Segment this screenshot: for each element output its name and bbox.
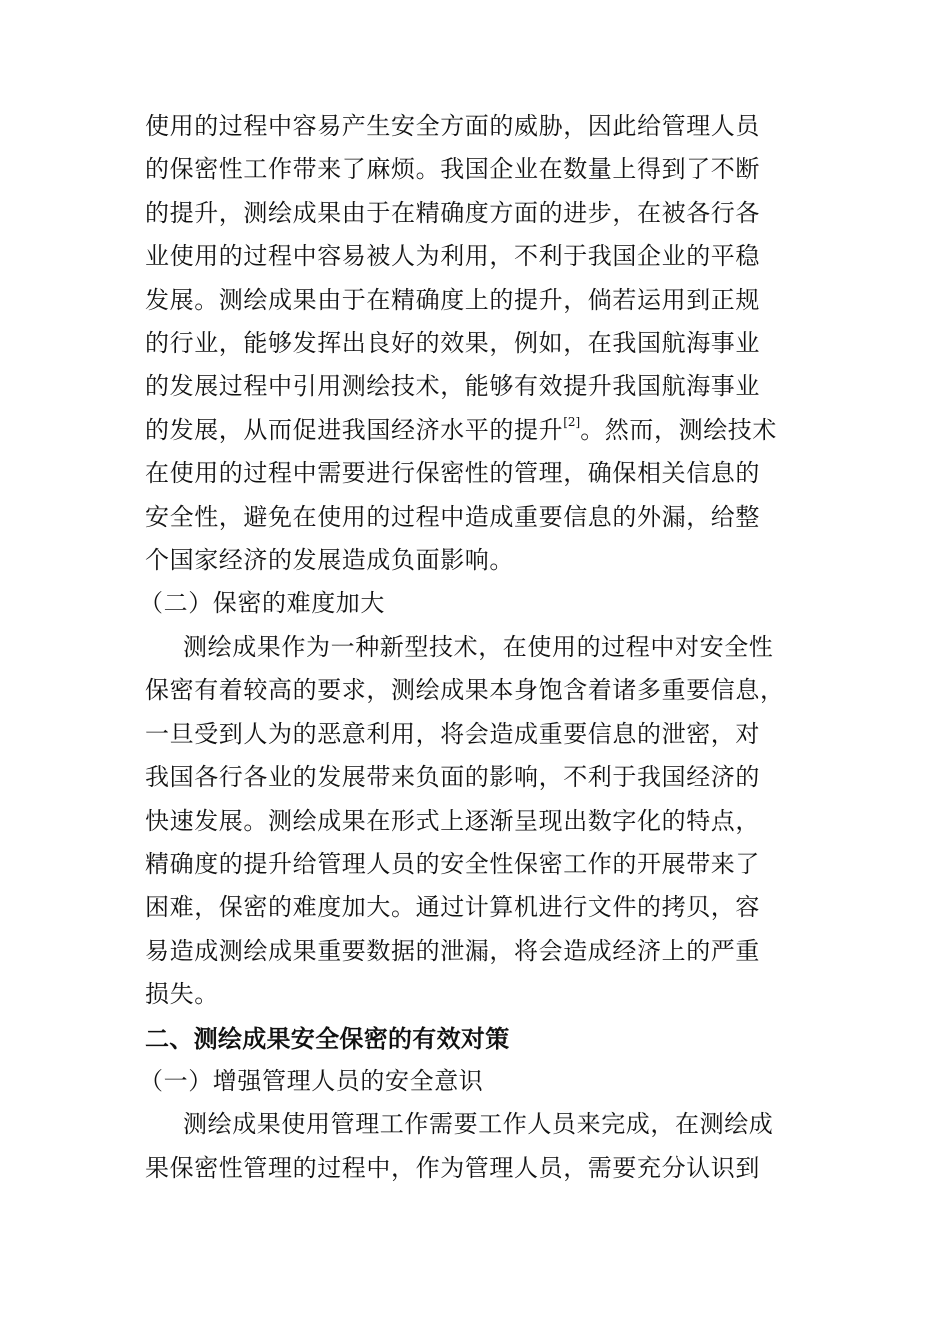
- text-line: 业使用的过程中容易被人为利用，不利于我国企业的平稳: [145, 242, 760, 271]
- text-line: 一旦受到人为的恶意利用，将会造成重要信息的泄密，对: [145, 719, 760, 748]
- citation-reference: [2]: [563, 414, 581, 429]
- text-line: 快速发展。测绘成果在形式上逐渐呈现出数字化的特点，: [145, 806, 760, 835]
- text-line: 果保密性管理的过程中，作为管理人员，需要充分认识到: [145, 1153, 760, 1182]
- text-line: 测绘成果使用管理工作需要工作人员来完成，在测绘成: [183, 1110, 774, 1139]
- text-line: 安全性，避免在使用的过程中造成重要信息的外漏，给整: [145, 502, 760, 531]
- paragraph-3: [145, 1103, 815, 1190]
- text-line: 的发展过程中引用测绘技术，能够有效提升我国航海事业: [145, 372, 760, 401]
- text-line: 的保密性工作带来了麻烦。我国企业在数量上得到了不断: [145, 155, 760, 184]
- paragraph-2: [145, 626, 815, 1017]
- text-line: 困难，保密的难度加大。通过计算机进行文件的拷贝，容: [145, 893, 760, 922]
- text-line: 精确度的提升给管理人员的安全性保密工作的开展带来了: [145, 849, 760, 878]
- section-heading: 二、测绘成果安全保密的有效对策: [145, 1023, 510, 1053]
- paragraph-1: [145, 105, 815, 582]
- text-line: 使用的过程中容易产生安全方面的威胁，因此给管理人员: [145, 112, 760, 140]
- document-page: [139, 105, 815, 1190]
- text-line: 个国家经济的发展造成负面影响。: [145, 546, 514, 575]
- text-line: 易造成测绘成果重要数据的泄漏，将会造成经济上的严重: [145, 936, 760, 965]
- text-segment: 。然而，测绘技术: [580, 415, 778, 444]
- text-line: 的行业，能够发挥出良好的效果，例如，在我国航海事业: [145, 329, 760, 358]
- text-line: 在使用的过程中需要进行保密性的管理，确保相关信息的: [145, 459, 760, 488]
- text-line: 保密有着较高的要求，测绘成果本身饱含着诸多重要信息，: [145, 676, 785, 705]
- text-line: 发展。测绘成果由于在精确度上的提升，倘若运用到正规: [145, 285, 760, 314]
- text-line: 损失。: [145, 980, 219, 1009]
- text-line: 测绘成果作为一种新型技术，在使用的过程中对安全性: [183, 632, 774, 661]
- text-line-with-citation: [145, 409, 815, 452]
- text-line: 的提升，测绘成果由于在精确度方面的进步，在被各行各: [145, 198, 760, 227]
- subheading-difficulty: （二）保密的难度加大: [139, 589, 385, 618]
- subheading-awareness: （一）增强管理人员的安全意识: [139, 1066, 484, 1095]
- text-segment: 的发展，从而促进我国经济水平的提升: [145, 415, 564, 444]
- text-line: 我国各行各业的发展带来负面的影响，不利于我国经济的: [145, 763, 760, 792]
